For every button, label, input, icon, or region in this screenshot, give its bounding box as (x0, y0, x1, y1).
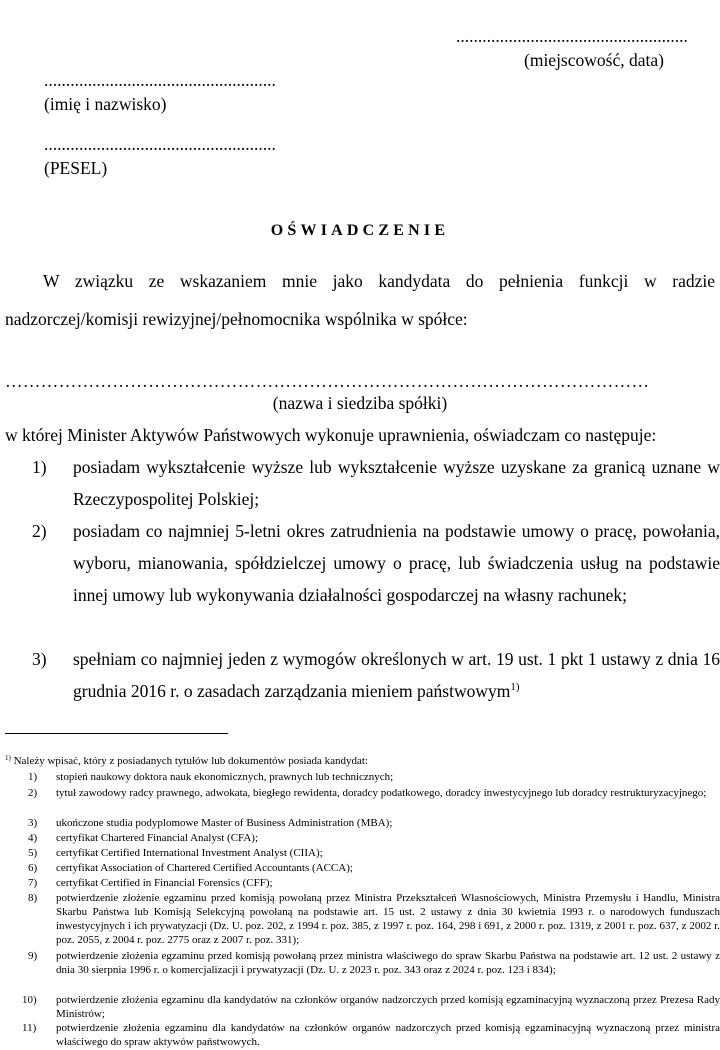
footnote-item-number: 3) (28, 817, 38, 829)
footnote-item-number: 8) (28, 892, 38, 904)
declaration-line: w której Minister Aktywów Państwowych wykonuje uprawnienia, oświadczam co następuje: (5, 425, 657, 445)
company-label: (nazwa i siedziba spółki) (272, 393, 448, 413)
point-text: posiadam co najmniej 5-letni okres zatrudnienia na podstawie umowy o pracę, powołania, wyboru, mianowania, spółdzielczej umowy o pracę, lub świadczenia usług na podstawie innej umowy lub wykonywania działalności gospodarczej na własny rachunek; (73, 521, 720, 605)
footnote-separator (5, 733, 228, 734)
footnote-item-text: certyfikat Association of Chartered Certified Accountants (ACCA); (56, 862, 353, 874)
footnote-item-text: potwierdzenie złożenia egzaminu dla kandydatów na członków organów nadzorczych przed komisją egzaminacyjną wyznaczoną przez Prezesa Rady Ministrów; (56, 994, 720, 1020)
name-label: (imię i nazwisko) (44, 94, 167, 114)
footnote-item-text: tytuł zawodowy radcy prawnego, adwokata, biegłego rewidenta, doradcy podatkowego, doradcy inwestycyjnego lub doradcy restrukturyzacyjnego; (56, 787, 707, 799)
footnote-item-text: potwierdzenie złożenie egzaminu przed komisją powołaną przez Ministra Przekształceń Własnościowych, Ministra Przemysłu i Handlu, Ministra Skarbu Państwa lub Komisją Selekcyjną powołaną na podstawie art. 15 ust. 2 ustawy z dnia 30 kwietnia 1993 r. o narodowych funduszach inwestycyjnych i ich prywatyzacji (Dz. U. poz. 202, z 1994 r. poz. 385, z 1997 r. poz. 164, 298 i 691, z 2000 r. poz. 1319, z 2001 r. poz. 637, z 2002 r. poz. 2055, z 2004 r. poz. 2775 oraz z 2007 r. poz. 331); (56, 892, 720, 946)
footnote-item-text: potwierdzenie złożenia egzaminu dla kandydatów na członków organów nadzorczych przed komisją egzaminacyjną wyznaczoną przez ministra właściwego do spraw aktywów państwowych. (56, 1022, 720, 1048)
footnote-reference: 1) (510, 681, 520, 693)
pesel-label: (PESEL) (44, 158, 108, 178)
footnote-item-text: stopień naukowy doktora nauk ekonomicznych, prawnych lub technicznych; (56, 771, 394, 783)
company-dots: ……………………………………………………………………………………………… (5, 371, 650, 391)
intro-paragraph: W związku ze wskazaniem mnie jako kandydata do pełnienia funkcji w radzie nadzorczej/komisji rewizyjnej/pełnomocnika wspólnika w spółce: (5, 271, 715, 329)
footnote-item-text: ukończone studia podyplomowe Master of Business Administration (MBA); (56, 817, 393, 829)
footnote-item-number: 5) (28, 847, 38, 859)
point-text: posiadam wykształcenie wyższe lub wykształcenie wyższe uzyskane za granicą uznane w Rzeczypospolitej Polskiej; (73, 457, 720, 509)
footnote-item-number: 11) (22, 1022, 37, 1034)
footnote-item-number: 4) (28, 832, 38, 844)
point-number: 3) (32, 649, 47, 669)
footnote-item-number: 1) (28, 771, 38, 783)
footnote-item-number: 6) (28, 862, 38, 874)
document-title: OŚWIADCZENIE (270, 222, 450, 239)
point-number: 2) (32, 521, 47, 541)
point-number: 1) (32, 457, 47, 477)
name-dots: ..................................................... (44, 70, 276, 90)
place-date-label: (miejscowość, data) (524, 50, 664, 70)
footnote-item-number: 2) (28, 787, 38, 799)
place-date-dots: ..................................................... (456, 26, 688, 46)
footnote-item-number: 10) (22, 994, 37, 1006)
footnote-item-text: certyfikat Certified in Financial Forensics (CFF); (56, 877, 273, 889)
footnote-marker: 1) (5, 754, 11, 762)
pesel-dots: ..................................................... (44, 134, 276, 154)
footnote-item-number: 9) (28, 950, 38, 962)
footnote-item-text: certyfikat Chartered Financial Analyst (CFA); (56, 832, 259, 844)
footnote-item-text: certyfikat Certified International Investment Analyst (CIIA); (56, 847, 323, 859)
point-text-content: spełniam co najmniej jeden z wymogów określonych w art. 19 ust. 1 pkt 1 ustawy z dnia 16 grudnia 2016 r. o zasadach zarządzania mieniem państwowym (73, 649, 720, 701)
point-text (73, 643, 720, 707)
footnote-intro-text: Należy wpisać, który z posiadanych tytułów lub dokumentów posiada kandydat: (13, 755, 368, 767)
footnote-item-text: potwierdzenie złożenia egzaminu przed komisją powołaną przez ministra właściwego do spraw Skarbu Państwa na podstawie art. 12 ust. 2 ustawy z dnia 30 sierpnia 1996 r. o komercjalizacji i prywatyzacji (Dz. U. z 2023 r. poz. 343 oraz z 2024 r. poz. 123 i 834); (56, 950, 720, 976)
footnote-item-number: 7) (28, 877, 38, 889)
footnote-intro (5, 754, 368, 768)
